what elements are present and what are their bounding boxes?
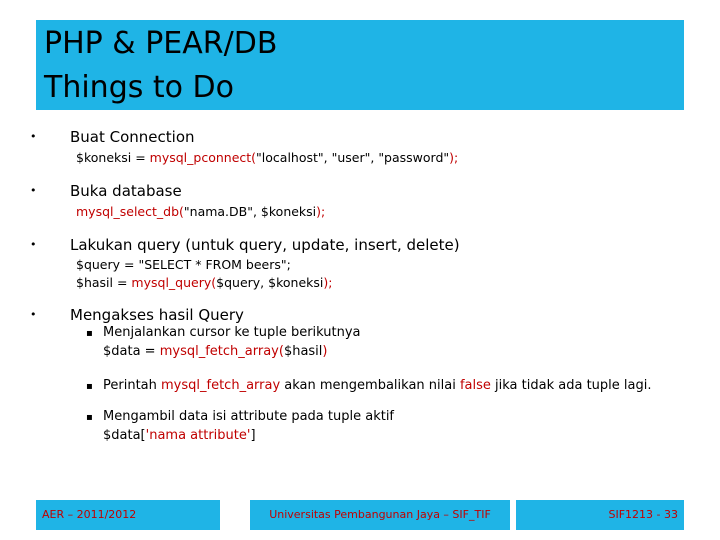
square-bullet-icon: ▪: [86, 381, 93, 392]
square-bullet-icon: ▪: [86, 412, 93, 423]
slide-title-line-1: PHP & PEAR/DB: [44, 26, 278, 61]
bullet-mengakses-hasil: Mengakses hasil Query: [70, 306, 244, 324]
code-mysql-query: [76, 274, 332, 292]
footer-left: AER – 2011/2012: [36, 500, 220, 530]
code-false: false: [459, 378, 491, 393]
code-pre: $data =: [103, 344, 160, 359]
footer-center: Universitas Pembangunan Jaya – SIF_TIF: [250, 500, 510, 530]
code-post: ): [322, 344, 328, 359]
code-args: $hasil: [283, 344, 323, 359]
code-args: "nama.DB", $koneksi: [183, 204, 317, 219]
code-pre: $koneksi =: [76, 150, 150, 165]
code-query-string: [76, 256, 291, 274]
subitem-cursor-desc: Menjalankan cursor ke tuple berikutnya: [103, 325, 361, 340]
subitem-fetch-array-code: [103, 343, 328, 361]
code-post: );: [449, 150, 459, 165]
code-post: ]: [250, 428, 256, 443]
text-part: Perintah: [103, 378, 162, 393]
bullet-buka-database: Buka database: [70, 182, 182, 200]
code-args: "localhost", "user", "password": [256, 150, 450, 165]
code-fn: mysql_fetch_array(: [159, 344, 284, 359]
code-fn: mysql_select_db(: [76, 204, 184, 219]
code-fn: mysql_query(: [131, 275, 217, 290]
code-pre: $query = "SELECT * FROM beers";: [76, 257, 291, 272]
code-fn: mysql_fetch_array: [161, 378, 281, 393]
square-bullet-icon: ▪: [86, 328, 93, 339]
subitem-attribute-desc: Mengambil data isi attribute pada tuple aktif: [103, 409, 395, 424]
subitem-data-attribute-code: [103, 427, 256, 445]
code-fn: mysql_pconnect(: [149, 150, 257, 165]
code-args: $query, $koneksi: [216, 275, 324, 290]
footer-right: SIF1213 - 33: [516, 500, 684, 530]
subitem-fetch-array-false: [103, 377, 651, 395]
slide-title-line-2: Things to Do: [44, 70, 235, 105]
bullet-icon: •: [30, 130, 37, 143]
text-part: akan mengembalikan nilai: [280, 378, 460, 393]
code-pre: $data[: [103, 428, 146, 443]
code-select-db: [76, 203, 325, 221]
slide-title-bar: [36, 20, 684, 110]
code-pconnect: [76, 149, 458, 167]
bullet-icon: •: [30, 238, 37, 251]
bullet-icon: •: [30, 308, 37, 321]
code-string: 'nama attribute': [145, 428, 251, 443]
code-post: );: [316, 204, 326, 219]
code-post: );: [323, 275, 333, 290]
code-pre: $hasil =: [76, 275, 132, 290]
bullet-icon: •: [30, 184, 37, 197]
bullet-lakukan-query: Lakukan query (untuk query, update, insert, delete): [70, 236, 460, 254]
bullet-buat-connection: Buat Connection: [70, 128, 195, 146]
text-part: jika tidak ada tuple lagi.: [490, 378, 652, 393]
